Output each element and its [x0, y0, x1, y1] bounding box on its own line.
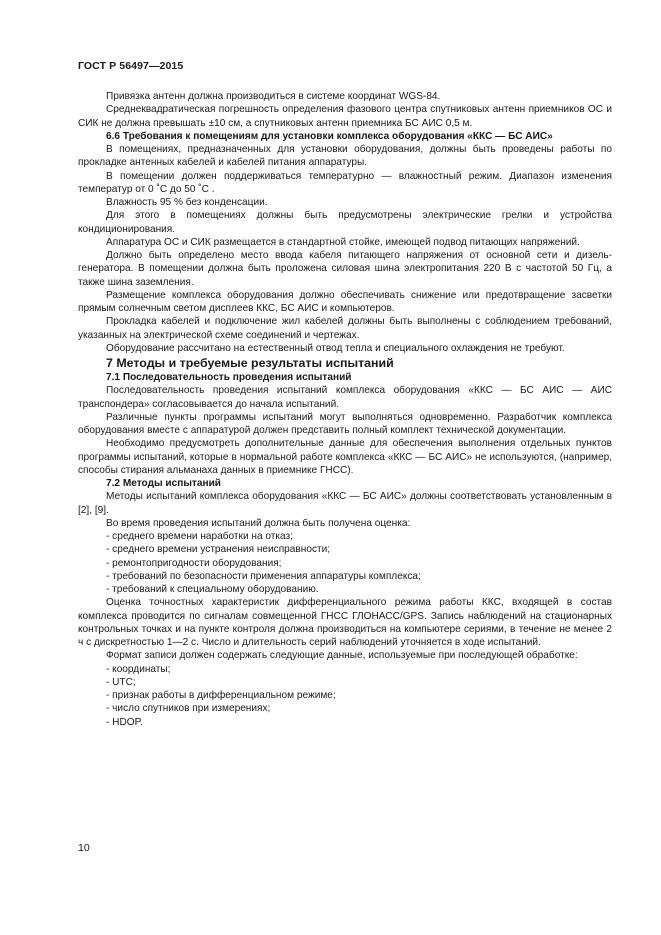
- section-heading-7-2: 7.2 Методы испытаний: [106, 478, 221, 489]
- paragraph: Среднеквадратическая погрешность определения фазового центра спутниковых антенн приемников ОС и СИК не должна превышать ±10 см, а спутниковых антенн приемника БС АИС 0,5 м.: [78, 104, 612, 129]
- paragraph: Должно быть определено место ввода кабеля питающего напряжения от основной сети и дизель-генератора. В помещении должна быть проложена силовая шина электропитания 220 В с частотой 50 Гц, а также шина заземления.: [78, 250, 612, 288]
- paragraph: Влажность 95 % без конденсации.: [106, 197, 268, 208]
- list-item: - требований по безопасности применения аппаратуры комплекса;: [106, 570, 421, 582]
- paragraph: Прокладка кабелей и подключение жил кабелей должны быть выполнены с соблюдением требований, указанных на электрической схеме соединений и чертежах.: [78, 316, 612, 341]
- list-item: - требований к специальному оборудованию.: [106, 584, 319, 595]
- document-header: ГОСТ Р 56497—2015: [78, 60, 184, 72]
- section-heading-7: 7 Методы и требуемые результаты испытаний: [106, 356, 394, 370]
- section-heading-6-6: 6.6 Требования к помещениям для установки комплекса оборудования «ККС — БС АИС»: [106, 130, 553, 142]
- paragraph: Привязка антенн должна производиться в системе координат WGS-84.: [106, 91, 441, 102]
- paragraph: Во время проведения испытаний должна быть получена оценка:: [106, 517, 411, 529]
- paragraph: Размещение комплекса оборудования должно обеспечивать снижение или предотвращение засветки прямым солнечным светом дисплеев ККС, БС АИС и компьютеров.: [78, 289, 612, 314]
- list-item: - среднего времени наработки на отказ;: [106, 531, 293, 542]
- paragraph: Оборудование рассчитано на естественный отвод тепла и специального охлаждения не требуют.: [106, 342, 565, 354]
- paragraph: Различные пункты программы испытаний могут выполняться одновременно. Разработчик комплекса оборудования вместе с аппаратурой должен представить полный комплект технической документации.: [78, 411, 612, 436]
- paragraph: Оценка точностных характеристик дифференциального режима работы ККС, входящей в состав комплекса проводится по сигналам совмещенной ГНСС ГЛОНАСС/GPS. Запись наблюдений на стационарных контрольных точках и на пункте контроля должна производиться на компьютере сериями, в течение не менее 2 ч с дискретностью 1—2 с. Число и длительность серий наблюдений уточняется в ходе испытаний.: [78, 597, 612, 648]
- paragraph: Для этого в помещениях должны быть предусмотрены электрические грелки и устройства кондиционирования.: [78, 210, 612, 235]
- paragraph: В помещении должен поддерживаться температурно — влажностный режим. Диапазон изменения температур от 0 ˚С до 50 ˚С .: [78, 170, 612, 195]
- paragraph: В помещениях, предназначенных для установки оборудования, должны быть проведены работы по прокладке антенных кабелей и кабелей питания аппаратуры.: [78, 144, 612, 169]
- paragraph: Последовательность проведения испытаний комплекса оборудования «ККС — БС АИС — АИС транспондера» согласовывается до начала испытаний.: [78, 385, 612, 410]
- list-item: - HDOP.: [106, 716, 143, 728]
- paragraph: Аппаратура ОС и СИК размещается в стандартной стойке, имеющей подвод питающих напряжений.: [106, 236, 580, 248]
- list-item: - среднего времени устранения неисправности;: [106, 544, 331, 556]
- paragraph: Методы испытаний комплекса оборудования «ККС — БС АИС» должны соответствовать установленным в [2], [9].: [78, 491, 612, 516]
- document-body: [78, 90, 612, 729]
- paragraph: Необходимо предусмотреть дополнительные данные для обеспечения выполнения отдельных пунктов программы испытаний, которые в нормальной работе комплекса «ККС — БС АИС» не используются, (например, способы стирания альманаха данных в приемнике ГНСС).: [78, 438, 612, 476]
- list-item: - UTC;: [106, 676, 136, 688]
- list-item: - признак работы в дифференциальном режиме;: [106, 690, 336, 701]
- paragraph: Формат записи должен содержать следующие данные, используемые при последующей обработке:: [106, 650, 578, 662]
- list-item: - число спутников при измерениях;: [106, 703, 271, 715]
- list-item: - координаты;: [106, 663, 171, 675]
- section-heading-7-1: 7.1 Последовательность проведения испытаний: [106, 372, 352, 383]
- list-item: - ремонтопригодности оборудования;: [106, 557, 282, 569]
- page-number: 10: [78, 842, 90, 854]
